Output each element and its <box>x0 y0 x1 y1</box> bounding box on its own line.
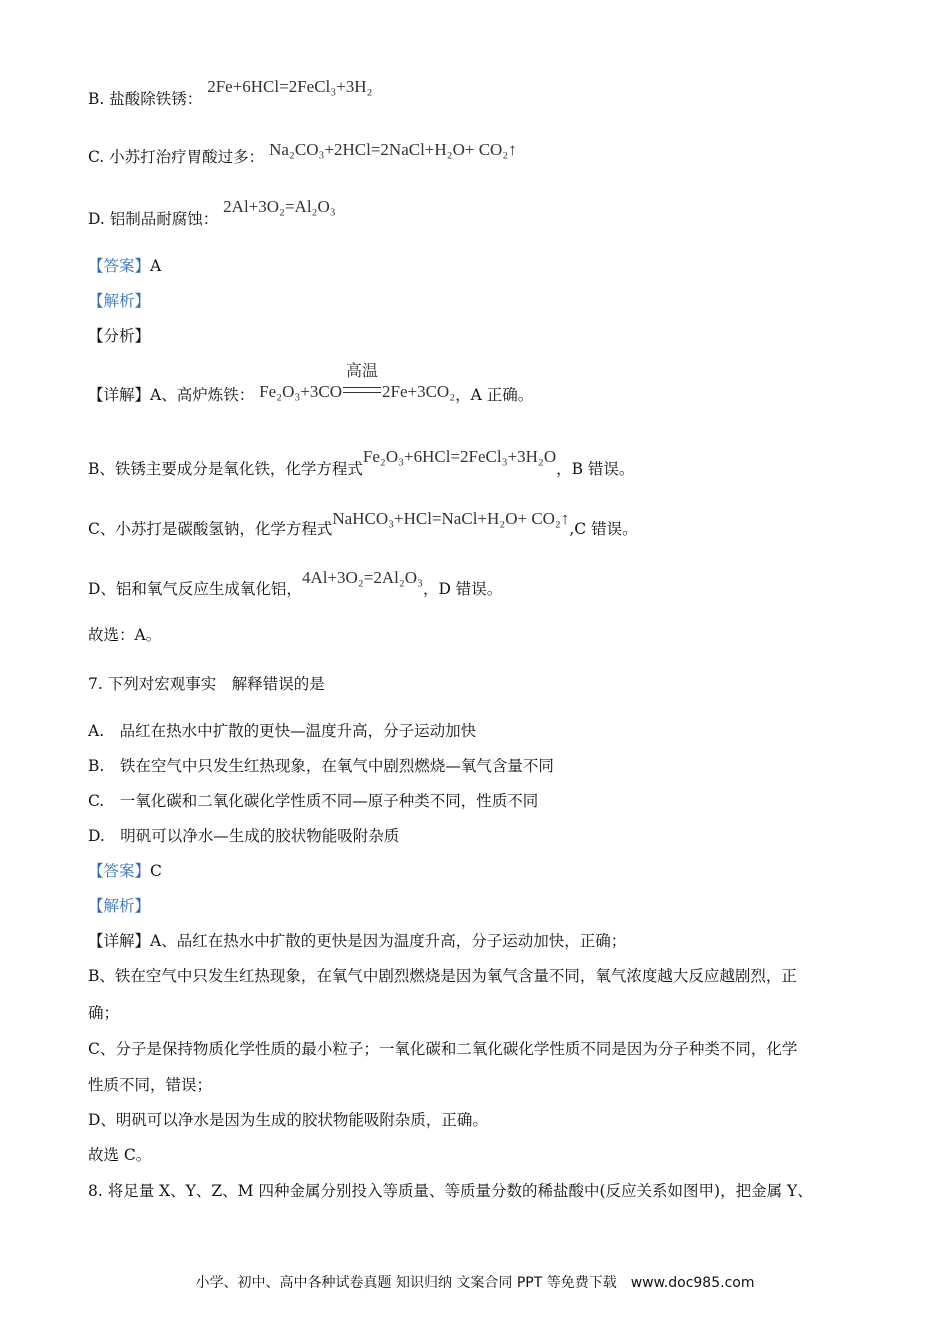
q6-explain-b-formula: Fe₂O₃+6HCl=2FeCl₃+3H₂O <box>362 447 557 466</box>
q7-option-d: D. 明矾可以净水—生成的胶状物能吸附杂质 <box>88 827 400 845</box>
option-b-label: B. 盐酸除铁锈： <box>88 90 203 108</box>
q6-explain-d <box>88 568 503 598</box>
q7-title: 7. 下列对宏观事实 解释错误的是 <box>88 675 325 693</box>
q6-explain-c-verdict: ,C 错误。 <box>569 520 638 538</box>
q6-explain-a-text: 【详解】A、高炉炼铁： <box>88 386 255 404</box>
q6-choice: 故选：A。 <box>88 626 162 644</box>
formula-products: 2Fe+3CO₂ <box>381 382 456 401</box>
q6-explain-a <box>88 361 534 404</box>
q7-choice: 故选 C。 <box>88 1146 152 1164</box>
q7-explain-b: B、铁在空气中只发生红热现象，在氧气中剧烈燃烧是因为氧气含量不同，氧气浓度越大反应越剧烈，正 <box>88 967 797 985</box>
option-c-formula: Na₂CO₃+2HCl=2NaCl+H₂O+ CO₂↑ <box>269 140 517 159</box>
page-footer: 小学、初中、高中各种试卷真题 知识归纳 文案合同 PPT 等免费下载 www.doc985.com <box>195 1275 755 1291</box>
option-c-line <box>88 140 517 166</box>
q6-explain-a-verdict: ，A 正确。 <box>455 386 534 404</box>
q6-explain-d-verdict: ，D 错误。 <box>422 580 503 598</box>
q6-answer-line <box>88 259 161 275</box>
option-d-formula: 2Al+3O₂=Al₂O₃ <box>223 197 336 216</box>
q6-explain-c <box>88 509 638 538</box>
q7-analysis-tag: 【解析】 <box>88 897 151 915</box>
q6-analysis-tag: 【解析】 <box>88 292 151 310</box>
q7-option-a: A. 品红在热水中扩散的更快—温度升高，分子运动加快 <box>88 722 477 740</box>
q7-explain-c-cont: 性质不同，错误； <box>88 1076 213 1094</box>
q7-answer-line <box>88 864 162 880</box>
q6-explain-b-text: B、铁锈主要成分是氧化铁，化学方程式 <box>88 460 363 478</box>
q6-fenxi-tag: 【分析】 <box>88 327 151 345</box>
q6-explain-d-text: D、铝和氧气反应生成氧化铝， <box>88 580 302 598</box>
answer-value: C <box>150 862 162 880</box>
option-b-formula: 2Fe+6HCl=2FeCl₃+3H₂ <box>207 77 373 96</box>
q6-explain-d-formula: 4Al+3O₂=2Al₂O₃ <box>301 568 423 587</box>
q6-explain-c-text: C、小苏打是碳酸氢钠，化学方程式 <box>88 520 333 538</box>
formula-reactants: Fe₂O₃+3CO <box>259 382 342 401</box>
option-b-line <box>88 77 373 108</box>
answer-tag: 【答案】 <box>88 862 151 880</box>
option-d-label: D. 铝制品耐腐蚀： <box>88 210 219 228</box>
option-d-line <box>88 197 336 228</box>
q7-explain-d: D、明矾可以净水是因为生成的胶状物能吸附杂质，正确。 <box>88 1111 488 1129</box>
q6-explain-b-verdict: ，B 错误。 <box>556 460 635 478</box>
q7-explain-b-cont: 确； <box>88 1004 120 1022</box>
answer-tag: 【答案】 <box>88 257 151 275</box>
q6-explain-b <box>88 447 635 478</box>
reaction-condition <box>342 361 382 400</box>
answer-value: A <box>150 257 162 275</box>
q7-explain-c: C、分子是保持物质化学性质的最小粒子；一氧化碳和二氧化碳化学性质不同是因为分子种类不同，化学 <box>88 1040 798 1058</box>
q6-explain-a-formula <box>259 361 456 401</box>
q7-option-c: C. 一氧化碳和二氧化碳化学性质不同—原子种类不同，性质不同 <box>88 792 539 810</box>
q6-explain-c-formula: NaHCO₃+HCl=NaCl+H₂O+ CO₂↑ <box>332 509 570 528</box>
q7-explain-a: 【详解】A、品红在热水中扩散的更快是因为温度升高，分子运动加快，正确； <box>88 932 627 950</box>
option-c-label: C. 小苏打治疗胃酸过多： <box>88 148 265 166</box>
q8-title: 8. 将足量 X、Y、Z、M 四种金属分别投入等质量、等质量分数的稀盐酸中(反应关系如图甲)，把金属 Y、 <box>88 1182 813 1200</box>
condition-label: 高温 <box>345 361 378 380</box>
double-line-arrow <box>343 387 381 393</box>
q7-option-b: B. 铁在空气中只发生红热现象，在氧气中剧烈燃烧—氧气含量不同 <box>88 757 554 775</box>
